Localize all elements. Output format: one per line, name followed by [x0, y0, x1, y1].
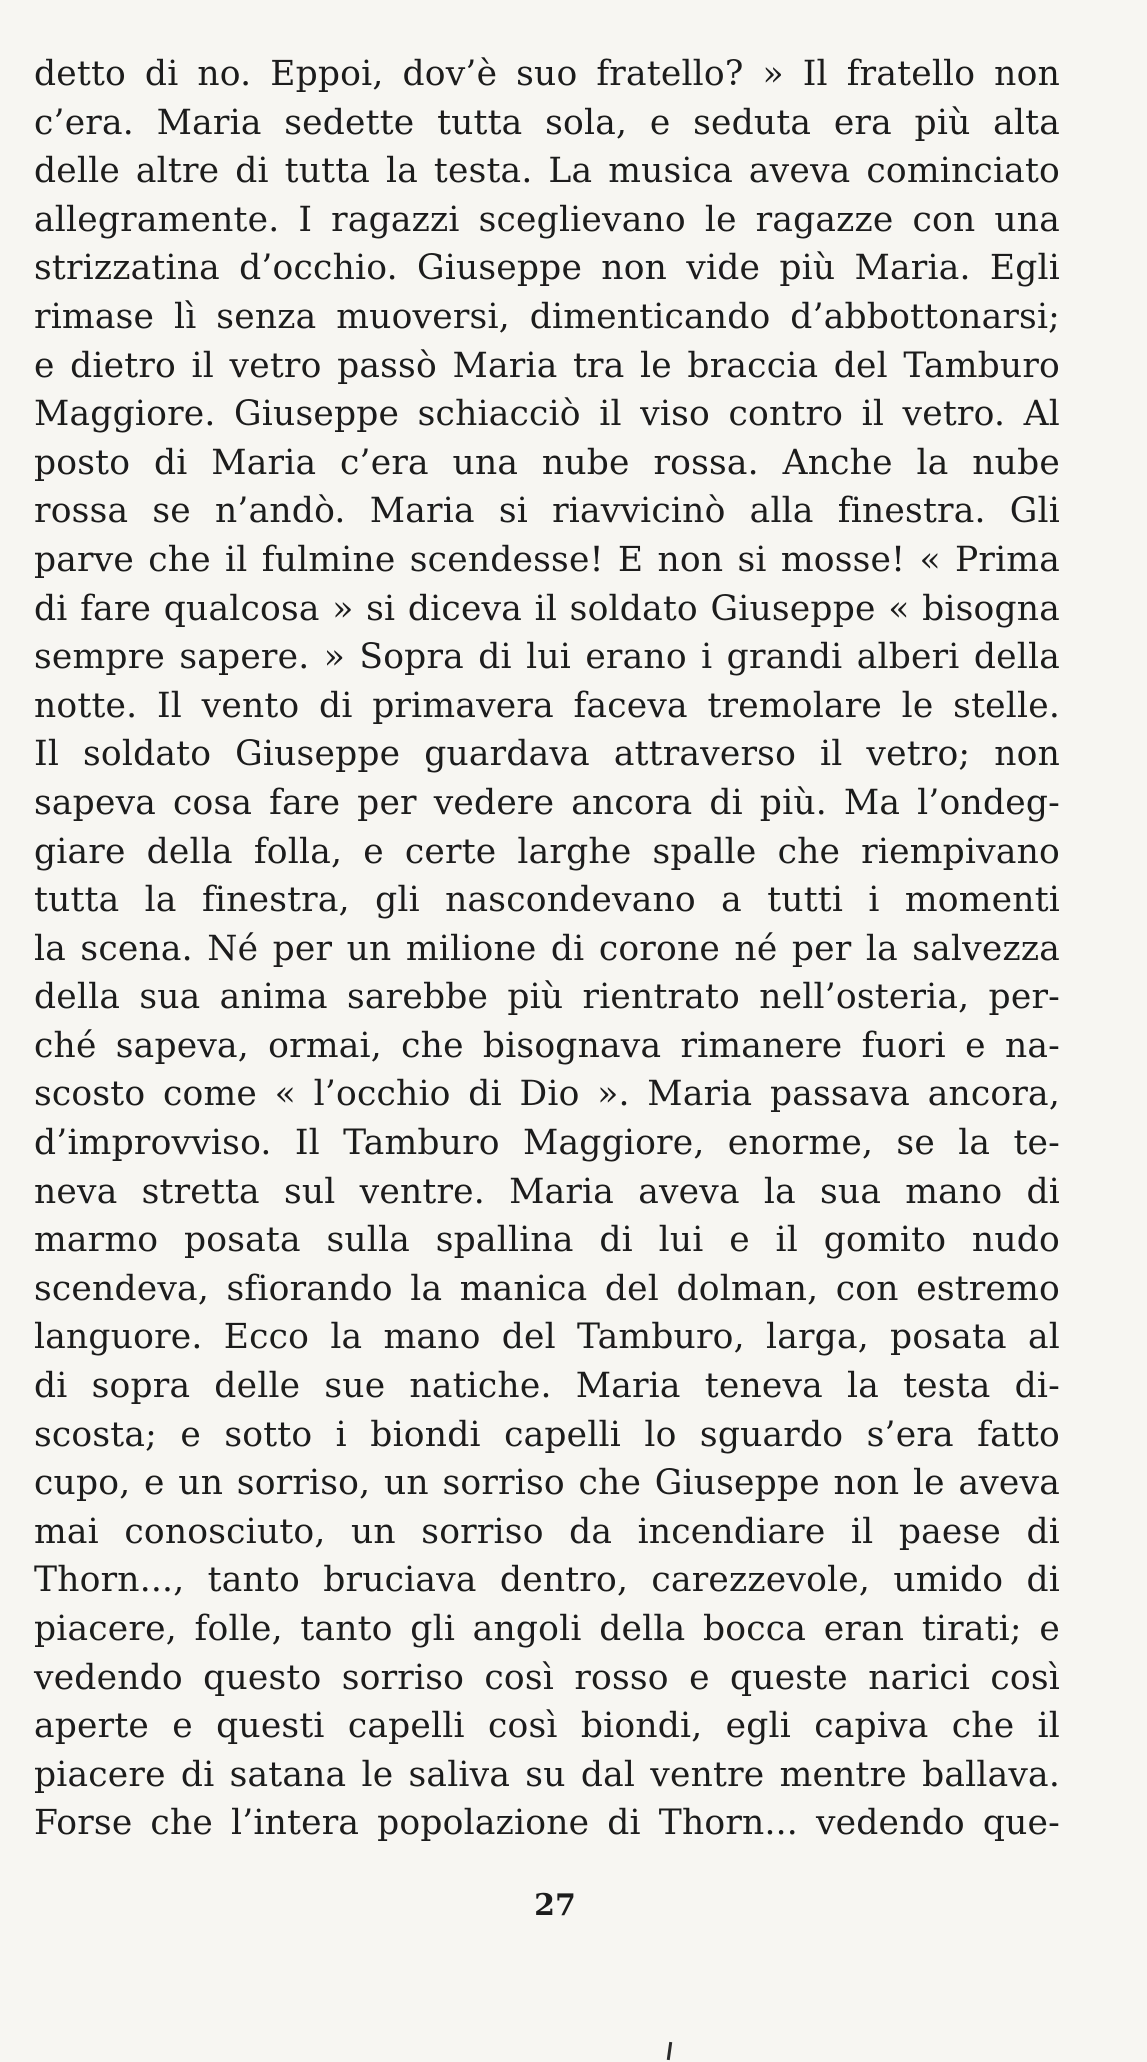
text-line: c’era. Maria sedette tutta sola, e seduta era più alta [34, 102, 1060, 143]
text-line: d’improvviso. Il Tamburo Maggiore, enorme, se la te- [34, 1123, 1060, 1164]
text-line: sapeva cosa fare per vedere ancora di più. Ma l’ondeg- [34, 782, 1060, 823]
ink-mark [667, 2042, 672, 2060]
text-line: Thorn..., tanto bruciava dentro, carezzevole, umido di [34, 1560, 1060, 1601]
text-line: cupo, e un sorriso, un sorriso che Giuseppe non le aveva [34, 1463, 1060, 1504]
text-line: piacere, folle, tanto gli angoli della bocca eran tirati; e [34, 1609, 1060, 1649]
text-line: Il soldato Giuseppe guardava attraverso il vetro; non [34, 734, 1060, 775]
text-line: allegramente. I ragazzi sceglievano le ragazze con una [34, 199, 1060, 240]
text-line: neva stretta sul ventre. Maria aveva la sua mano di [34, 1171, 1060, 1212]
text-line: Forse che l’intera popolazione di Thorn... vedendo que- [34, 1803, 1060, 1844]
text-line: di fare qualcosa » si diceva il soldato Giuseppe « bisogna [34, 588, 1060, 629]
text-line: parve che il fulmine scendesse! E non si mosse! « Prima [34, 539, 1060, 580]
text-line: scendeva, sfiorando la manica del dolman, con estremo [34, 1268, 1060, 1309]
text-line: strizzatina d’occhio. Giuseppe non vide più Maria. Egli [34, 248, 1060, 289]
page-number: 27 [534, 1888, 576, 1923]
text-line: rossa se n’andò. Maria si riavvicinò alla finestra. Gli [34, 491, 1060, 532]
text-line: mai conosciuto, un sorriso da incendiare il paese di [34, 1511, 1060, 1552]
text-line: la scena. Né per un milione di corone né per la salvezza [34, 928, 1060, 969]
text-line: delle altre di tutta la testa. La musica aveva cominciato [34, 151, 1060, 192]
text-line: tutta la finestra, gli nascondevano a tutti i momenti [34, 880, 1060, 921]
text-line: Maggiore. Giuseppe schiacciò il viso contro il vetro. Al [34, 394, 1060, 435]
text-line: giare della folla, e certe larghe spalle che riempivano [34, 831, 1060, 872]
text-line: languore. Ecco la mano del Tamburo, larga, posata al [34, 1317, 1060, 1358]
text-line: aperte e questi capelli così biondi, egli capiva che il [34, 1706, 1060, 1747]
text-line: di sopra delle sue natiche. Maria teneva la testa di- [34, 1366, 1060, 1407]
text-line: detto di no. Eppoi, dov’è suo fratello? » Il fratello non [34, 54, 1060, 94]
text-line: vedendo questo sorriso così rosso e queste narici così [34, 1657, 1060, 1698]
text-line: scosta; e sotto i biondi capelli lo sguardo s’era fatto [34, 1414, 1060, 1455]
text-line: notte. Il vento di primavera faceva tremolare le stelle. [34, 685, 1060, 726]
text-line: sempre sapere. » Sopra di lui erano i grandi alberi della [34, 637, 1060, 678]
text-line: marmo posata sulla spallina di lui e il gomito nudo [34, 1220, 1060, 1261]
text-line: ché sapeva, ormai, che bisognava rimanere fuori e na- [34, 1025, 1060, 1066]
body-text [34, 50, 1060, 1848]
text-line: rimase lì senza muoversi, dimenticando d’abbottonarsi; [34, 296, 1060, 337]
text-line: della sua anima sarebbe più rientrato nell’osteria, per- [34, 977, 1060, 1018]
text-line: posto di Maria c’era una nube rossa. Anche la nube [34, 442, 1060, 483]
text-line: scosto come « l’occhio di Dio ». Maria passava ancora, [34, 1074, 1060, 1115]
text-line: piacere di satana le saliva su dal ventre mentre ballava. [34, 1754, 1060, 1795]
text-line: e dietro il vetro passò Maria tra le braccia del Tamburo [34, 345, 1060, 386]
